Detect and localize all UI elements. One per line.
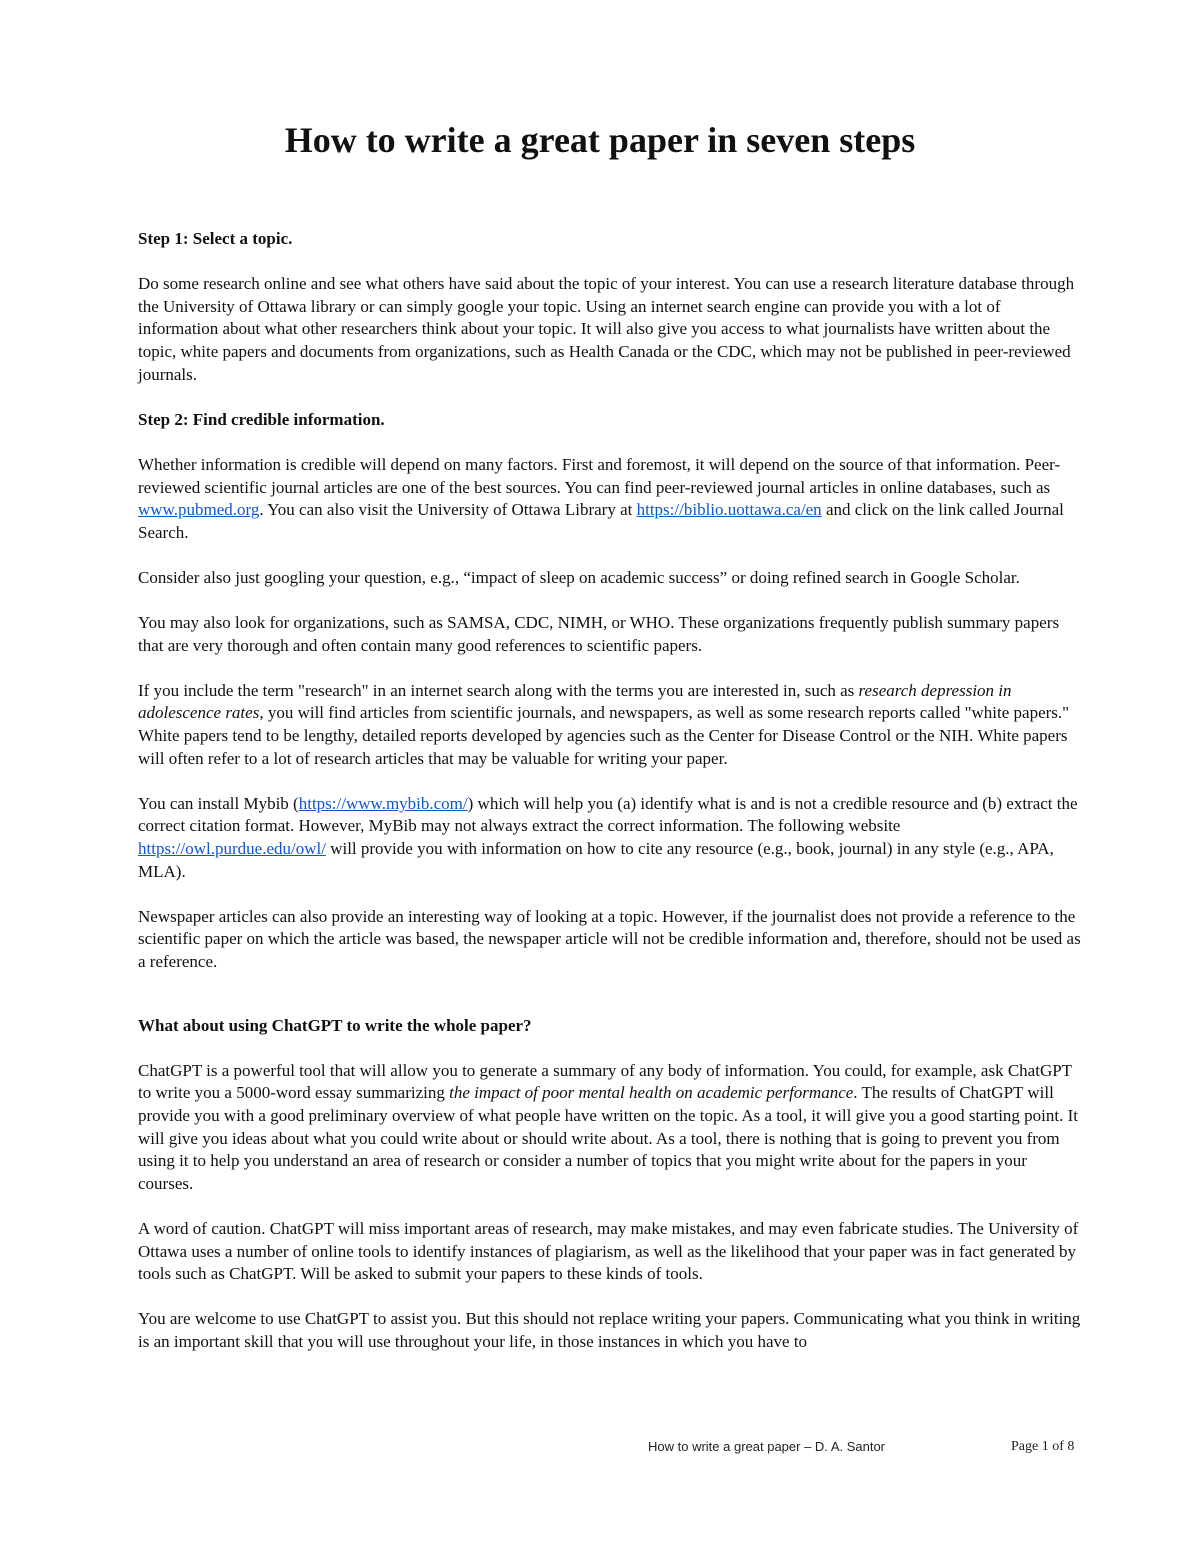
chatgpt-paragraph-caution: A word of caution. ChatGPT will miss important areas of research, may make mistakes, and may even fabricate studies. The University of Ottawa uses a number of online tools to identify instances of plagiarism, as well as the likelihood that your paper was in fact generated by tools such as ChatGPT. Will be asked to submit your papers to these kinds of tools. (138, 1218, 1079, 1284)
document-body (138, 228, 1084, 1376)
text-segment: If you include the term "research" in an internet search along with the terms you are interested in, such as (138, 680, 859, 700)
step1-paragraph: Do some research online and see what others have said about the topic of your interest. You can use a research literature database through the University of Ottawa library or can simply google your topic. Using an internet search engine can provide you with a lot of information about what other researchers think about your topic. It will also give you access to what journalists have written about the topic, white papers and documents from organizations, such as Health Canada or the CDC, which may not be published in peer-reviewed journals. (138, 274, 1075, 384)
pubmed-link[interactable]: www.pubmed.org (138, 500, 260, 520)
text-segment: ) which will help you (a) identify what is and is not a credible resource and (b) extract the correct citation format. However, MyBib may not always extract the correct information. The following website (138, 793, 1078, 836)
text-segment: will provide you with information on how to cite any resource (e.g., book, journal) in any style (e.g., APA, MLA). (138, 839, 1054, 881)
text-segment: and click on the link called Journal Search. (138, 500, 1064, 542)
italic-search-example: research depression in adolescence rates, (138, 680, 1012, 723)
text-segment: . The results of ChatGPT will provide you with a good preliminary overview of what people have written on the topic. As a tool, it will give you a good starting point. It will give you ideas about what you could write about or should write about. As a tool, there is nothing that is going to prevent you from using it to help you understand an area of research or consider a number of topics that you might write about for the papers in your courses. (138, 1083, 1079, 1193)
step2-paragraph-mybib (138, 793, 1084, 883)
footer-title: How to write a great paper – D. A. Santor (648, 1439, 886, 1454)
step2-paragraph-googling: Consider also just googling your question, e.g., “impact of sleep on academic success” or doing refined search in Google Scholar. (138, 567, 1020, 587)
chatgpt-paragraph-tool (138, 1060, 1084, 1196)
step2-paragraph-white-papers (138, 680, 1084, 770)
purdue-owl-link[interactable]: https://owl.purdue.edu/owl/ (138, 839, 326, 859)
step1-heading: Step 1: Select a topic. (138, 229, 293, 248)
text-segment: you will find articles from scientific journals, and newspapers, as well as some research reports called "white papers." White papers tend to be lengthy, detailed reports developed by agencies such as the Center for Disease Control or the NIH. White papers will often refer to a lot of research articles that may be valuable for writing your paper. (138, 703, 1070, 768)
document-title: How to write a great paper in seven steps (284, 120, 916, 160)
mybib-link[interactable]: https://www.mybib.com/ (298, 793, 468, 813)
biblio-uottawa-link[interactable]: https://biblio.uottawa.ca/en (636, 500, 822, 520)
page-footer (0, 1437, 1200, 1461)
chatgpt-heading: What about using ChatGPT to write the whole paper? (138, 1015, 532, 1035)
step2-heading: Step 2: Find credible information. (138, 409, 385, 429)
text-segment: ChatGPT is a powerful tool that will allow you to generate a summary of any body of information. You could, for example, ask ChatGPT to write you a 5000-word essay summarizing (138, 1060, 1072, 1103)
text-segment: . You can also visit the University of Ottawa Library at (259, 500, 637, 520)
footer-page-number: Page 1 of 8 (1011, 1439, 1075, 1454)
chatgpt-paragraph-welcome: You are welcome to use ChatGPT to assist you. But this should not replace writing your papers. Communicating what you think in writing is an important skill that you will use throughout your life, in those instances in which you have to (138, 1309, 1081, 1351)
step2-paragraph-sources (138, 454, 1084, 544)
step2-paragraph-newspapers: Newspaper articles can also provide an interesting way of looking at a topic. However, if the journalist does not provide a reference to the scientific paper on which the article was based, the newspaper article will not be credible information and, therefore, should not be used as a reference. (138, 906, 1081, 971)
step2-paragraph-organizations: You may also look for organizations, such as SAMSA, CDC, NIMH, or WHO. These organizations frequently publish summary papers that are very thorough and often contain many good references to scientific papers. (138, 613, 1060, 655)
text-segment: You can install Mybib ( (138, 793, 299, 813)
italic-essay-topic: the impact of poor mental health on academic performance (449, 1083, 854, 1103)
text-segment: Whether information is credible will depend on many factors. First and foremost, it will depend on the source of that information. Peer-reviewed scientific journal articles are one of the best sources. You can find peer-reviewed journal articles in online databases, such as (138, 454, 1061, 497)
